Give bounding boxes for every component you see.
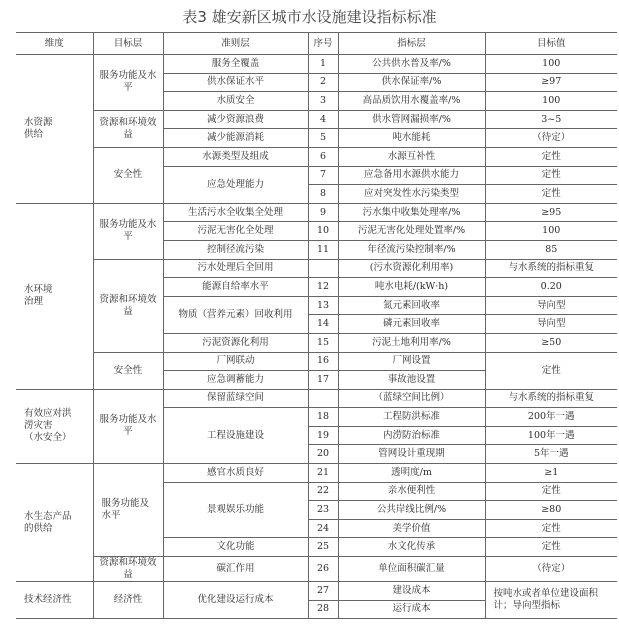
table-cell: 污水处理后全回用	[163, 259, 308, 278]
table-cell: 水生态产品 的供给	[16, 464, 93, 582]
table-cell: 减少资源浪费	[163, 110, 308, 129]
header-row	[16, 33, 617, 55]
table-cell: 服务全覆盖	[163, 55, 308, 74]
table-cell: 定性	[485, 166, 617, 185]
table-row	[16, 389, 617, 408]
table-cell: ≥80	[485, 501, 617, 520]
header-target: 目标值	[485, 33, 617, 55]
table-cell: 感官水质良好	[163, 464, 308, 483]
table-cell: ≥95	[485, 203, 617, 222]
table-cell: 定性	[485, 185, 617, 204]
table-cell: 安全性	[93, 352, 163, 389]
table-row	[16, 557, 617, 582]
table-cell: 污泥无害化全处理	[163, 222, 308, 241]
table-cell: 公共供水普及率/%	[338, 55, 485, 74]
table-cell: 24	[308, 519, 338, 538]
table-cell: 资源和环境效益	[93, 557, 163, 582]
table-cell: 亲水便利性	[338, 482, 485, 501]
table-cell: 内涝防治标准	[338, 426, 485, 445]
table-cell: 27	[308, 582, 338, 601]
table-cell: 85	[485, 240, 617, 259]
table-cell: 污泥资源化利用	[163, 333, 308, 352]
table-cell: （待定）	[485, 557, 617, 582]
table-cell: 吨水能耗	[338, 129, 485, 148]
table-cell: 11	[308, 240, 338, 259]
table-cell: 5年一遇	[485, 445, 617, 464]
table-cell: 应急备用水源供水能力	[338, 166, 485, 185]
table-cell: 安全性	[93, 147, 163, 203]
table-cell: ≥1	[485, 464, 617, 483]
header-goal: 目标层	[93, 33, 163, 55]
table-cell: 保留蓝绿空间	[163, 389, 308, 408]
table-cell: 污泥无害化处理处置率/%	[338, 222, 485, 241]
table-cell: 3	[308, 92, 338, 111]
table-cell: 厂网联动	[163, 352, 308, 371]
table-cell: 碳汇作用	[163, 557, 308, 582]
table-cell: （蓝绿空间比例）	[338, 389, 485, 408]
table-cell: 定性	[485, 519, 617, 538]
table-cell: 23	[308, 501, 338, 520]
table-cell: 20	[308, 445, 338, 464]
table-cell: 0.20	[485, 278, 617, 297]
table-cell: 优化建设运行成本	[163, 582, 308, 619]
table-cell: 吨水电耗/(kW·h)	[338, 278, 485, 297]
table-cell: 12	[308, 278, 338, 297]
table-cell: 1	[308, 55, 338, 74]
table-cell: 18	[308, 408, 338, 427]
table-row	[16, 582, 617, 601]
table-cell: 与水系统的指标重复	[485, 389, 617, 408]
table-cell: 15	[308, 333, 338, 352]
table-cell: 文化功能	[163, 538, 308, 557]
table-cell: 事故池设置	[338, 371, 485, 390]
table-cell: 应急调蓄能力	[163, 371, 308, 390]
table-cell: 定性	[485, 482, 617, 501]
table-cell: 6	[308, 147, 338, 166]
table-cell: 水资源 供给	[16, 55, 93, 204]
table-cell: 定性	[485, 352, 617, 389]
table-cell: 13	[308, 296, 338, 315]
table-cell: 导向型	[485, 315, 617, 334]
table-cell: 资源和环境效益	[93, 259, 163, 352]
table-row	[16, 352, 617, 371]
table-cell: 100	[485, 92, 617, 111]
table-cell: 物质（营养元素）回收利用	[163, 296, 308, 333]
table-cell: 资源和环境效益	[93, 110, 163, 147]
table-cell: 控制径流污染	[163, 240, 308, 259]
table-cell: 4	[308, 110, 338, 129]
table-cell: 经济性	[93, 582, 163, 619]
table-cell: 应对突发性水污染类型	[338, 185, 485, 204]
table-cell: 26	[308, 557, 338, 582]
table-cell: 100	[485, 55, 617, 74]
table-cell: 水源互补性	[338, 147, 485, 166]
table-row	[16, 147, 617, 166]
header-indicator: 指标层	[338, 33, 485, 55]
table-cell: 供水保证水平	[163, 73, 308, 92]
table-cell: 污泥土地利用率/%	[338, 333, 485, 352]
table-cell: 与水系统的指标重复	[485, 259, 617, 278]
table-cell: 管网设计重现期	[338, 445, 485, 464]
header-dimension: 维度	[16, 33, 93, 55]
table-row	[16, 55, 617, 74]
header-criteria: 准则层	[163, 33, 308, 55]
table-cell	[308, 389, 338, 408]
table-cell: 2	[308, 73, 338, 92]
table-cell: 16	[308, 352, 338, 371]
table-title: 表3 雄安新区城市水设施建设指标标准	[182, 8, 437, 26]
table-row	[16, 259, 617, 278]
table-cell: 100	[485, 222, 617, 241]
table-cell: 服务功能及 水平	[93, 464, 163, 557]
table-row	[16, 110, 617, 129]
table-cell: 厂网设置	[338, 352, 485, 371]
table-cell: 供水管网漏损率/%	[338, 110, 485, 129]
table-cell: 服务功能及水平	[93, 203, 163, 259]
table-cell: 年径流污染控制率/%	[338, 240, 485, 259]
table-cell: 美学价值	[338, 519, 485, 538]
table-cell: 3~5	[485, 110, 617, 129]
table-cell: 高品质饮用水覆盖率/%	[338, 92, 485, 111]
indicator-table	[16, 32, 617, 619]
table-cell: (污水资源化利用率)	[338, 259, 485, 278]
table-cell: 按吨水或者单位建设面积 计；导向型指标	[485, 582, 617, 619]
header-number: 序号	[308, 33, 338, 55]
table-cell: 磷元素回收率	[338, 315, 485, 334]
table-cell: 100年一遇	[485, 426, 617, 445]
table-cell: 应急处理能力	[163, 166, 308, 203]
table-cell: 工程防洪标准	[338, 408, 485, 427]
table-cell: 9	[308, 203, 338, 222]
table-cell: （待定）	[485, 129, 617, 148]
table-cell: 28	[308, 600, 338, 619]
table-cell: 14	[308, 315, 338, 334]
table-cell: 供水保证率/%	[338, 73, 485, 92]
table-row	[16, 464, 617, 483]
table-cell: 水质安全	[163, 92, 308, 111]
table-cell: 水文化传承	[338, 538, 485, 557]
table-cell: 19	[308, 426, 338, 445]
table-cell: 公共岸线比例/%	[338, 501, 485, 520]
table-cell	[308, 259, 338, 278]
table-cell: 8	[308, 185, 338, 204]
table-cell: ≥97	[485, 73, 617, 92]
table-cell: 减少能源消耗	[163, 129, 308, 148]
table-cell: 25	[308, 538, 338, 557]
table-cell: 污水集中收集处理率/%	[338, 203, 485, 222]
table-cell: 水环境 治理	[16, 203, 93, 389]
table-cell: 导向型	[485, 296, 617, 315]
table-cell: 200年一遇	[485, 408, 617, 427]
table-cell: 22	[308, 482, 338, 501]
table-cell: 建设成本	[338, 582, 485, 601]
table-cell: 定性	[485, 147, 617, 166]
table-cell: 服务功能及水平	[93, 389, 163, 463]
table-cell: 能源自给率水平	[163, 278, 308, 297]
table-cell: 5	[308, 129, 338, 148]
table-cell: 运行成本	[338, 600, 485, 619]
table-cell: 透明度/m	[338, 464, 485, 483]
table-cell: 生活污水全收集全处理	[163, 203, 308, 222]
table-cell: 水源类型及组成	[163, 147, 308, 166]
table-cell: 定性	[485, 538, 617, 557]
table-cell: 17	[308, 371, 338, 390]
table-cell: 氮元素回收率	[338, 296, 485, 315]
table-cell: ≥50	[485, 333, 617, 352]
table-row	[16, 203, 617, 222]
table-cell: 服务功能及水平	[93, 55, 163, 111]
table-cell: 10	[308, 222, 338, 241]
table-cell: 工程设施建设	[163, 408, 308, 464]
table-cell: 7	[308, 166, 338, 185]
table-cell: 景观娱乐功能	[163, 482, 308, 538]
table-cell: 单位面积碳汇量	[338, 557, 485, 582]
table-cell: 有效应对洪 涝灾害 （水安全）	[16, 389, 93, 463]
table-cell: 技术经济性	[16, 582, 93, 619]
table-cell: 21	[308, 464, 338, 483]
